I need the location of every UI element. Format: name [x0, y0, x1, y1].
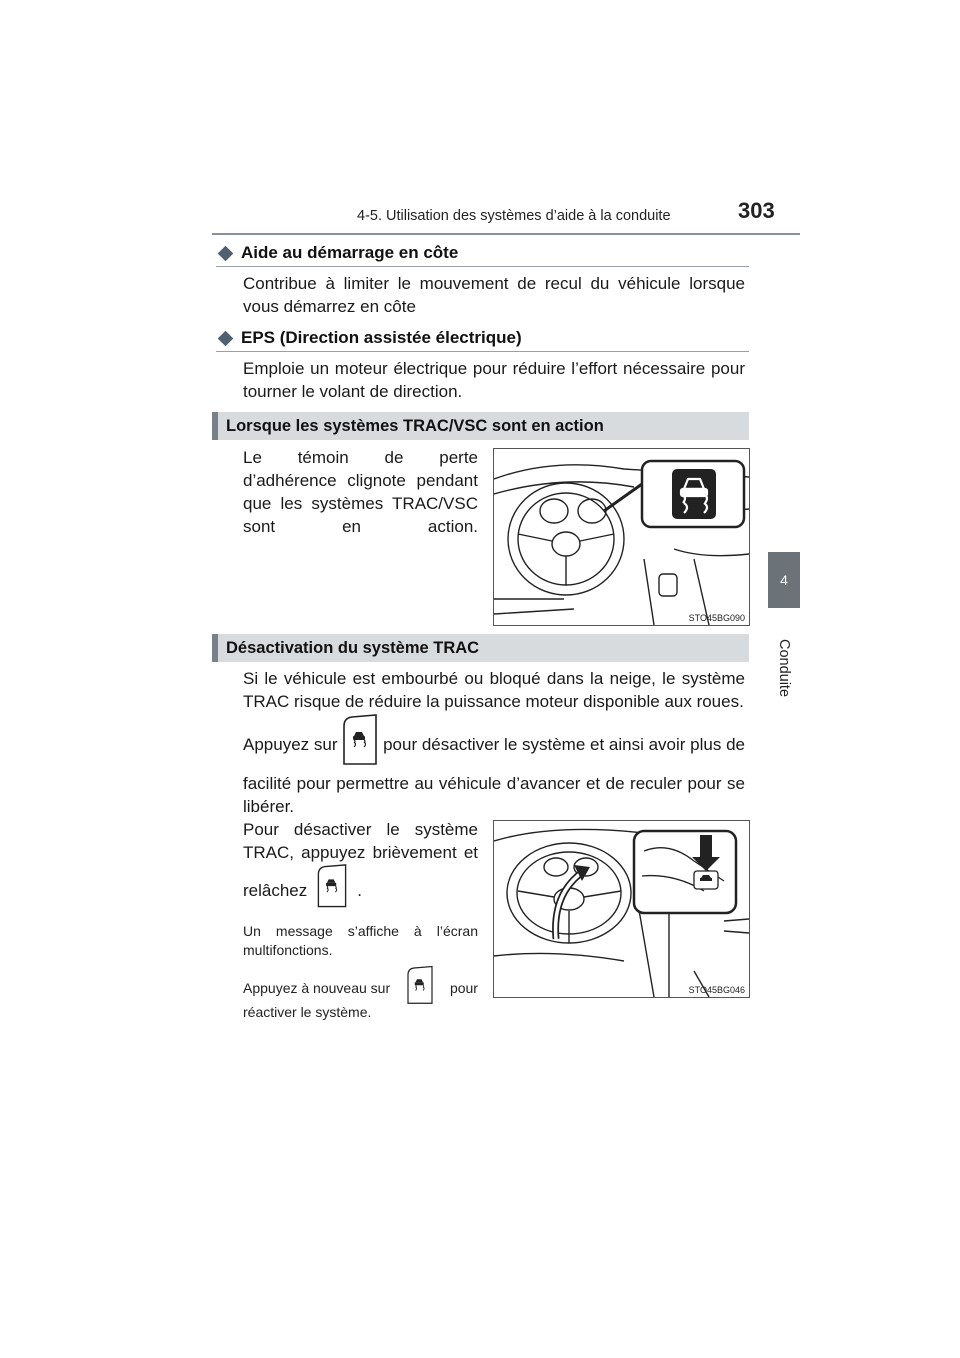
subsection-title: Aide au démarrage en côte — [241, 243, 459, 262]
trac-vsc-text: Le témoin de perte d’adhérence clignote pendant que les systèmes TRAC/VSC sont en action. — [243, 448, 478, 536]
text-before-button: Appuyez sur — [243, 734, 338, 754]
dashboard-drawing — [494, 821, 749, 997]
text-after-button: pour désactiver le système et ainsi avoir plus de — [383, 734, 745, 754]
section-heading-trac-vsc: Lorsque les systèmes TRAC/VSC sont en action — [212, 412, 749, 440]
vsc-off-button-icon — [340, 714, 380, 774]
note-message: Un message s’affiche à l’écran multifonctions. — [243, 923, 478, 958]
page-number: 303 — [738, 198, 775, 223]
subsection-heading-hill-start — [216, 243, 458, 263]
trac-off-para1: Si le véhicule est embourbé ou bloqué dans la neige, le système TRAC risque de réduire la puissance moteur disponible aux roues. — [243, 669, 745, 711]
trac-off-para3-line3 — [243, 864, 362, 916]
trac-off-para2-line1 — [243, 716, 745, 772]
text-before-button: relâchez — [243, 880, 308, 900]
diamond-bullet-icon — [218, 245, 234, 261]
chapter-label: Conduite — [776, 638, 792, 698]
subsection-title: EPS (Direction assistée électrique) — [241, 328, 522, 347]
illustration-code: STO45BG046 — [688, 985, 745, 995]
dashboard-illustration-button — [493, 820, 750, 998]
subsection-rule — [216, 266, 749, 267]
note-reactivate-line2: réactiver le système. — [243, 1004, 372, 1020]
dashboard-drawing — [494, 449, 749, 625]
trac-off-para3-line2: TRAC, appuyez brièvement et — [243, 843, 478, 862]
subsection-text: Emploie un moteur électrique pour réduire l’effort nécessaire pour tourner le volant de direction. — [243, 359, 745, 401]
text-after-button: pour — [449, 979, 478, 996]
diamond-bullet-icon — [218, 330, 234, 346]
text-after-button: . — [357, 880, 362, 900]
trac-off-para2-rest: facilité pour permettre au véhicule d’avancer et de reculer pour se libérer. — [243, 774, 745, 816]
trac-off-para3-line1: Pour désactiver le système — [243, 820, 478, 839]
vsc-off-button-icon — [315, 863, 349, 917]
header-rule — [212, 233, 800, 235]
running-header: 4-5. Utilisation des systèmes d’aide à la conduite — [357, 208, 671, 224]
vsc-off-button-icon — [405, 964, 435, 1013]
subsection-text: Contribue à limiter le mouvement de recul du véhicule lorsque vous démarrez en côte — [243, 274, 745, 316]
subsection-heading-eps — [216, 328, 522, 348]
dashboard-illustration-indicator — [493, 448, 750, 626]
text-before-button: Appuyez à nouveau sur — [243, 979, 391, 996]
chapter-number: 4 — [780, 572, 788, 588]
subsection-rule — [216, 351, 749, 352]
illustration-code: STO45BG090 — [688, 613, 745, 623]
section-heading-trac-off: Désactivation du système TRAC — [212, 634, 749, 662]
chapter-tab — [768, 552, 800, 608]
